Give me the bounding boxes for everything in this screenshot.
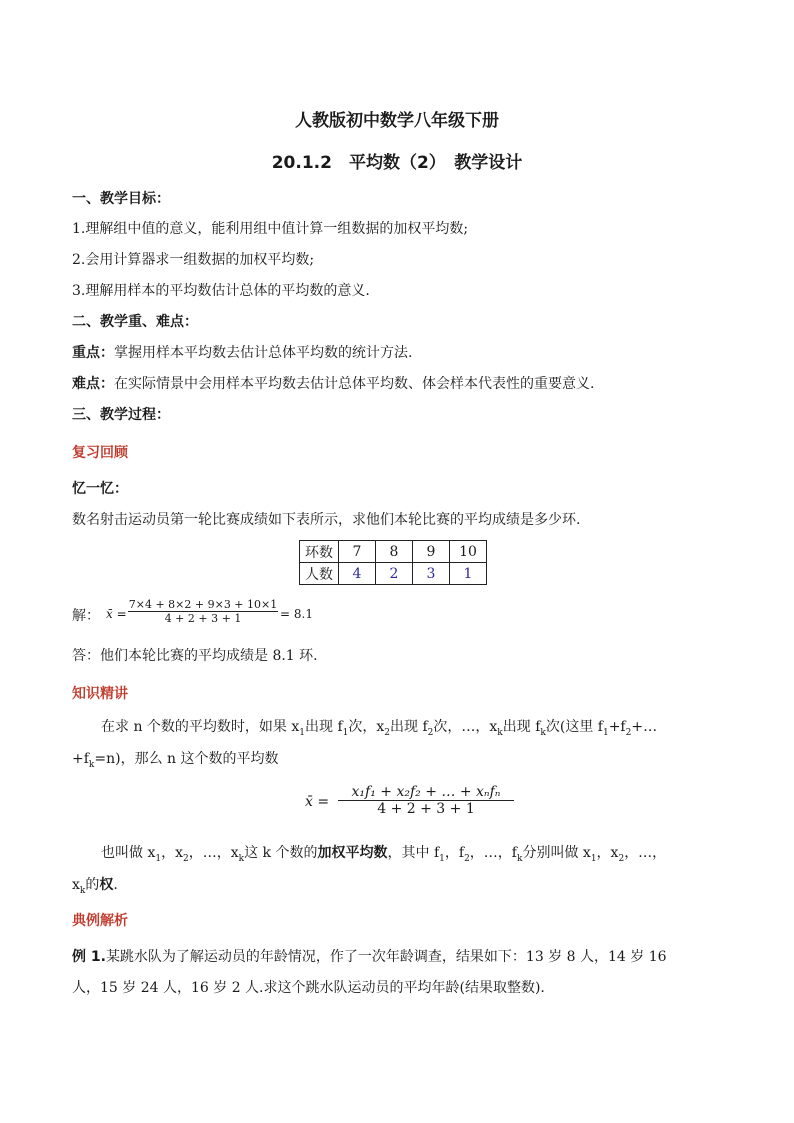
- subscript: 2: [384, 727, 391, 738]
- text-run: 出现 f: [390, 719, 428, 735]
- document-subtitle: 20.1.2 平均数（2） 教学设计: [271, 153, 523, 173]
- recall-label: 忆一忆：: [72, 481, 128, 497]
- difficult-label: 难点：: [72, 376, 114, 392]
- example-label: 例 1.: [72, 949, 106, 965]
- example-line: 人，15 岁 24 人，16 岁 2 人.求这个跳水队运动员的平均年龄(结果取整数).: [72, 980, 545, 996]
- subscript: k: [540, 727, 546, 738]
- subscript: 1: [590, 853, 597, 864]
- example-line: [72, 946, 667, 966]
- table-cell: 1: [450, 563, 487, 585]
- knowledge-paragraph: [72, 748, 279, 770]
- solution-label: 解：: [72, 608, 100, 624]
- table-cell: 9: [413, 541, 450, 563]
- text-run: ，其中 f: [387, 845, 440, 861]
- text-run: 这 k 个数的: [244, 845, 318, 861]
- objectives-heading: 一、教学目标：: [72, 191, 170, 207]
- subscript: 2: [183, 853, 189, 864]
- score-table: [299, 540, 487, 585]
- text-run: 次(这里 f: [545, 719, 603, 735]
- text-run: 分别叫做 x: [522, 845, 591, 861]
- table-row-header: 环数: [300, 541, 339, 563]
- subscript: 1: [439, 853, 445, 864]
- text-run: 也叫做 x: [101, 845, 156, 861]
- weighted-mean-fraction: [338, 784, 514, 817]
- solution-fraction: [128, 598, 278, 625]
- fraction-denominator: 4 + 2 + 3 + 1: [338, 800, 514, 817]
- text-run: ，f: [444, 845, 465, 861]
- formula-lhs: x̄ =: [106, 607, 127, 621]
- table-cell: 2: [376, 563, 413, 585]
- fraction-numerator: 7×4 + 8×2 + 9×3 + 10×1: [128, 598, 278, 611]
- subscript: k: [79, 885, 86, 896]
- bold-term: 加权平均数: [317, 845, 388, 861]
- subscript: k: [238, 853, 245, 864]
- objective-item: 1.理解组中值的意义，能利用组中值计算一组数据的加权平均数;: [72, 221, 469, 237]
- subscript: 1: [602, 727, 609, 738]
- text-run: 出现 f: [502, 719, 541, 735]
- table-cell: 3: [413, 563, 450, 585]
- document-title: 人教版初中数学八年级下册: [295, 111, 499, 131]
- process-heading: 三、教学过程：: [72, 407, 170, 423]
- subscript: 2: [618, 853, 625, 864]
- text-run: +…: [631, 719, 658, 735]
- text-run: ，x: [161, 845, 183, 861]
- subscript: 1: [342, 727, 349, 738]
- subscript: 2: [427, 727, 434, 738]
- text-run: 出现 f: [305, 719, 343, 735]
- text-run: x: [72, 877, 80, 893]
- subscript: 1: [299, 727, 305, 738]
- subscript: k: [497, 727, 503, 738]
- key-text: 掌握用样本平均数去估计总体平均数的统计方法.: [114, 345, 413, 361]
- review-problem: 数名射击运动员第一轮比赛成绩如下表所示，求他们本轮比赛的平均成绩是多少环.: [72, 512, 581, 528]
- fraction-denominator: 4 + 2 + 3 + 1: [128, 611, 278, 625]
- table-cell: 4: [339, 563, 376, 585]
- text-run: ，…，f: [469, 845, 517, 861]
- objective-item: 2.会用计算器求一组数据的加权平均数;: [72, 252, 315, 268]
- knowledge-paragraph: [72, 874, 118, 896]
- bold-term: 权: [99, 877, 114, 893]
- review-heading: 复习回顾: [72, 445, 128, 461]
- example-text: 某跳水队为了解运动员的年龄情况，作了一次年龄调查，结果如下：13 岁 8 人，14 岁 16: [105, 949, 667, 965]
- example-heading: 典例解析: [72, 913, 128, 929]
- subscript: k: [516, 853, 523, 864]
- knowledge-paragraph: [101, 716, 657, 738]
- text-run: =n)，那么 n 这个数的平均数: [94, 751, 279, 767]
- objective-item: 3.理解用样本的平均数估计总体的平均数的意义.: [72, 283, 370, 299]
- table-row: [300, 541, 487, 563]
- subscript: 2: [464, 853, 470, 864]
- review-answer: 答：他们本轮比赛的平均成绩是 8.1 环.: [72, 648, 318, 664]
- subscript: k: [88, 759, 95, 770]
- text-run: .: [113, 877, 118, 893]
- knowledge-paragraph: [101, 842, 666, 864]
- fraction-numerator: x₁f₁ + x₂f₂ + … + xₙfₙ: [351, 784, 501, 800]
- subscript: 2: [625, 727, 632, 738]
- text-run: +f: [72, 751, 89, 767]
- table-cell: 8: [376, 541, 413, 563]
- keypoints-heading: 二、教学重、难点：: [72, 314, 198, 330]
- text-run: ，…，: [624, 845, 667, 861]
- text-run: 次，x: [348, 719, 385, 735]
- difficult-point-line: [72, 373, 594, 393]
- knowledge-heading: 知识精讲: [72, 686, 128, 702]
- table-cell: 7: [339, 541, 376, 563]
- text-run: ，…，x: [188, 845, 239, 861]
- subscript: 1: [155, 853, 162, 864]
- text-run: +f: [608, 719, 626, 735]
- text-run: 次，…，x: [433, 719, 498, 735]
- key-label: 重点：: [72, 345, 114, 361]
- table-row: [300, 563, 487, 585]
- table-row-header: 人数: [300, 563, 339, 585]
- table-cell: 10: [450, 541, 487, 563]
- text-run: 在求 n 个数的平均数时，如果 x: [101, 719, 300, 735]
- text-run: ，x: [596, 845, 619, 861]
- text-run: 的: [85, 877, 100, 893]
- difficult-text: 在实际情景中会用样本平均数去估计总体平均数、体会样本代表性的重要意义.: [114, 376, 595, 392]
- formula-result: = 8.1: [280, 607, 313, 621]
- key-point-line: [72, 342, 412, 362]
- formula-lhs: x̄ =: [305, 794, 330, 810]
